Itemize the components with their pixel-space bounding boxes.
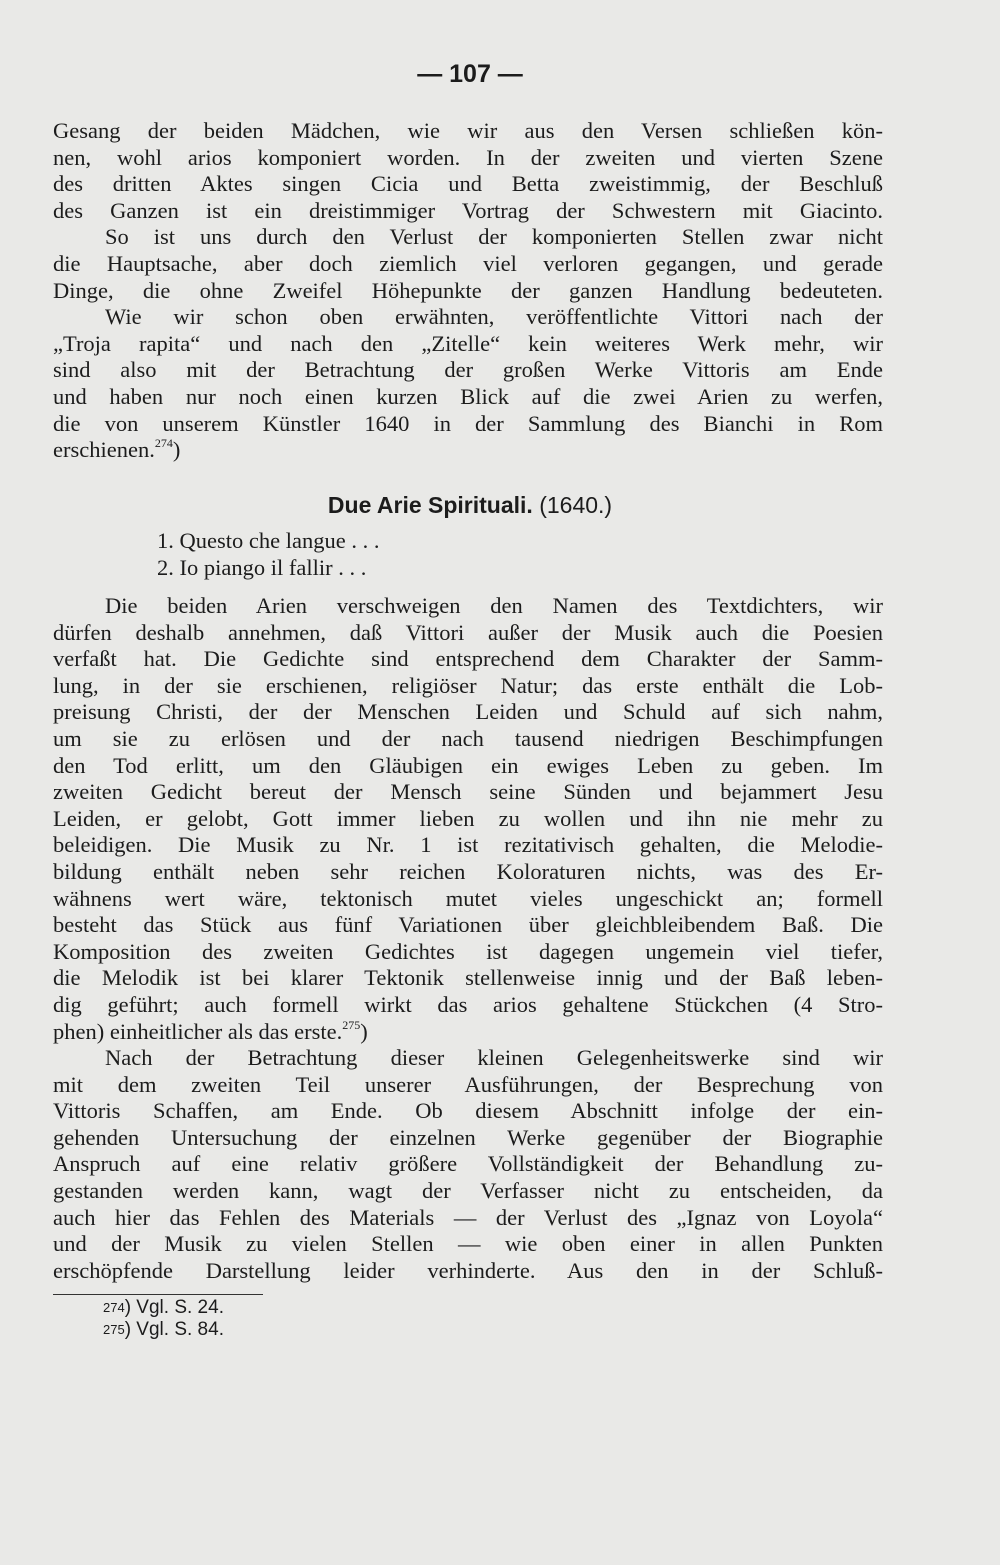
text-line: Vittoris Schaffen, am Ende. Ob diesem Abschnitt infolge der ein-: [53, 1098, 883, 1124]
text-line: gestanden werden kann, wagt der Verfasser nicht zu entscheiden, da: [53, 1178, 883, 1204]
text-fragment: ): [360, 1018, 368, 1044]
page-number: — 107 —: [417, 60, 523, 88]
footnote-ref: 274: [154, 436, 173, 451]
section-heading: [0, 492, 940, 519]
footnote: [103, 1319, 224, 1341]
text-line: Komposition des zweiten Gedichtes ist dagegen ungemein viel tiefer,: [53, 938, 883, 964]
body-text-bottom: [53, 593, 883, 1284]
footnote-text: ) Vgl. S. 84.: [124, 1319, 224, 1340]
text-line: die Hauptsache, aber doch ziemlich viel verloren gegangen, und gerade: [53, 250, 883, 276]
text-line: dig geführt; auch formell wirkt das arios gehaltene Stückchen (4 Stro-: [53, 991, 883, 1017]
text-line: Die beiden Arien verschweigen den Namen des Textdichters, wir: [105, 593, 883, 618]
text-line: Nach der Betrachtung dieser kleinen Gelegenheitswerke sind wir: [105, 1045, 883, 1071]
arie-list: [157, 528, 379, 581]
footnote-number: 275: [103, 1322, 125, 1337]
text-line: Gesang der beiden Mädchen, wie wir aus den Versen schließen kön-: [53, 118, 883, 143]
text-line: [53, 437, 883, 464]
text-line: Dinge, die ohne Zweifel Höhepunkte der ganzen Handlung bedeuteten.: [53, 277, 883, 303]
text-line: nen, wohl arios komponiert worden. In der zweiten und vierten Szene: [53, 144, 883, 170]
list-item: 1. Questo che langue . . .: [157, 528, 380, 553]
text-fragment: phen) einheitlicher als das erste.: [53, 1018, 343, 1044]
text-line: die von unserem Künstler 1640 in der Sammlung des Bianchi in Rom: [53, 410, 883, 436]
text-line: wähnens wert wäre, tektonisch mutet vieles ungeschickt an; formell: [53, 885, 883, 911]
footnote-divider: [53, 1294, 263, 1295]
heading-title: Due Arie Spirituali.: [327, 492, 533, 518]
text-line: preisung Christi, der der Menschen Leiden und Schuld auf sich nahm,: [53, 699, 883, 725]
text-line: erschöpfende Darstellung leider verhinderte. Aus den in der Schluß-: [53, 1257, 883, 1283]
text-line: die Melodik ist bei klarer Tektonik stellenweise innig und der Baß leben-: [53, 965, 883, 991]
text-line: Anspruch auf eine relativ größere Vollständigkeit der Behandlung zu-: [53, 1151, 883, 1177]
text-fragment: ): [172, 437, 181, 463]
text-line: des dritten Aktes singen Cicia und Betta zweistimmig, der Beschluß: [53, 171, 883, 197]
text-line: dürfen deshalb annehmen, daß Vittori außer der Musik auch die Poesien: [53, 619, 883, 645]
footnote-number: 274: [103, 1300, 125, 1315]
text-line: sind also mit der Betrachtung der großen Werke Vittoris am Ende: [53, 357, 883, 383]
text-line: zweiten Gedicht bereut der Mensch seine Sünden und bejammert Jesu: [53, 779, 883, 805]
heading-year: (1640.): [532, 492, 613, 518]
text-line: des Ganzen ist ein dreistimmiger Vortrag der Schwestern mit Giacinto.: [53, 197, 883, 223]
text-line: [53, 1019, 883, 1046]
list-item: 2. Io piango il fallir . . .: [157, 554, 367, 580]
text-fragment: erschienen.: [53, 437, 155, 463]
footnote-ref: 275: [342, 1017, 361, 1032]
text-line: Wie wir schon oben erwähnten, veröffentlichte Vittori nach der: [105, 304, 883, 330]
text-line: besteht das Stück aus fünf Variationen über gleichbleibendem Baß. Die: [53, 912, 883, 938]
text-line: und haben nur noch einen kurzen Blick auf die zwei Arien zu werfen,: [53, 383, 883, 409]
text-line: gehenden Untersuchung der einzelnen Werke gegenüber der Biographie: [53, 1124, 883, 1150]
body-text-top: [53, 118, 883, 464]
text-line: bildung enthält neben sehr reichen Koloraturen nichts, was des Er-: [53, 858, 883, 884]
text-line: um sie zu erlösen und der nach tausend niedrigen Beschimpfungen: [53, 725, 883, 751]
text-line: mit dem zweiten Teil unserer Ausführungen, der Besprechung von: [53, 1071, 883, 1097]
text-line: den Tod erlitt, um den Gläubigen ein ewiges Leben zu geben. Im: [53, 752, 883, 778]
text-line: und der Musik zu vielen Stellen — wie oben einer in allen Punkten: [53, 1231, 883, 1257]
text-line: beleidigen. Die Musik zu Nr. 1 ist rezitativisch gehalten, die Melodie-: [53, 832, 883, 858]
footnotes: [103, 1297, 224, 1341]
footnote: [103, 1297, 224, 1319]
text-line: Leiden, er gelobt, Gott immer lieben zu wollen und ihn nie mehr zu: [53, 805, 883, 831]
text-line: verfaßt hat. Die Gedichte sind entsprechend dem Charakter der Samm-: [53, 646, 883, 672]
text-line: So ist uns durch den Verlust der komponierten Stellen zwar nicht: [105, 224, 883, 250]
text-line: auch hier das Fehlen des Materials — der Verlust des „Ignaz von Loyola“: [53, 1204, 883, 1230]
text-line: lung, in der sie erschienen, religiöser Natur; das erste enthält die Lob-: [53, 672, 883, 698]
text-line: „Troja rapita“ und nach den „Zitelle“ kein weiteres Werk mehr, wir: [53, 330, 883, 356]
footnote-text: ) Vgl. S. 24.: [124, 1297, 224, 1318]
